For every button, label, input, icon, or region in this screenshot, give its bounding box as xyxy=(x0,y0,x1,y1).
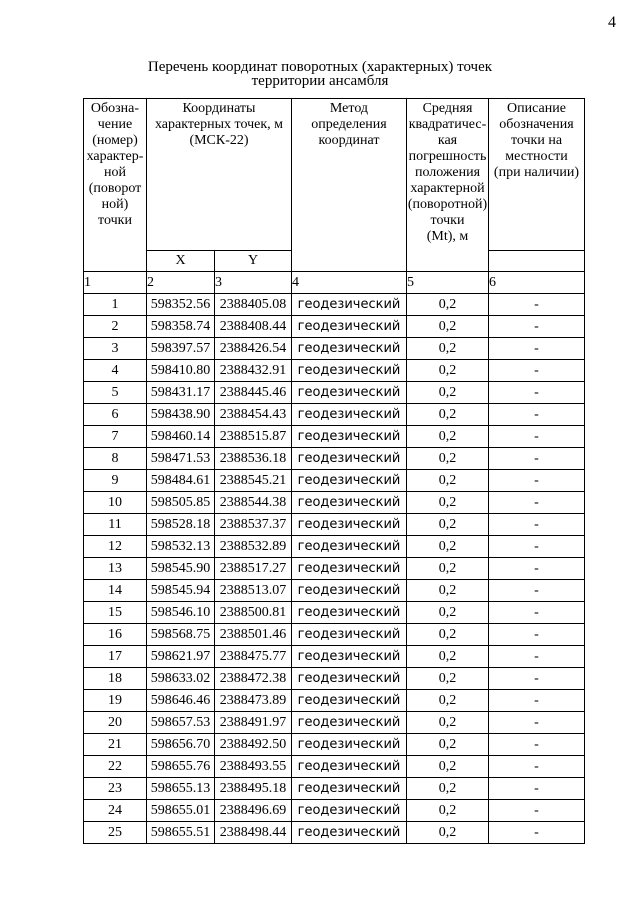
mean-error-cell: 0,2 xyxy=(407,624,489,646)
header-y: Y xyxy=(215,251,292,272)
x-coordinate-cell: 598568.75 xyxy=(147,624,215,646)
column-number: 6 xyxy=(489,272,585,294)
title-line-2: территории ансамбля xyxy=(251,73,389,89)
header-line: обозначения xyxy=(499,117,574,132)
y-coordinate-cell: 2388426.54 xyxy=(215,338,292,360)
description-cell: - xyxy=(489,580,585,602)
description-cell: - xyxy=(489,382,585,404)
mean-error-cell: 0,2 xyxy=(407,294,489,316)
coordinates-table xyxy=(83,98,585,844)
description-cell: - xyxy=(489,602,585,624)
table-row xyxy=(84,822,585,844)
point-number-cell: 9 xyxy=(84,470,147,492)
method-cell: геодезический xyxy=(292,580,407,602)
x-coordinate-cell: 598655.76 xyxy=(147,756,215,778)
description-cell: - xyxy=(489,316,585,338)
description-cell: - xyxy=(489,778,585,800)
y-coordinate-cell: 2388472.38 xyxy=(215,668,292,690)
point-number-cell: 7 xyxy=(84,426,147,448)
y-coordinate-cell: 2388493.55 xyxy=(215,756,292,778)
description-cell: - xyxy=(489,492,585,514)
mean-error-cell: 0,2 xyxy=(407,426,489,448)
method-cell: геодезический xyxy=(292,602,407,624)
description-cell: - xyxy=(489,558,585,580)
description-cell: - xyxy=(489,800,585,822)
mean-error-cell: 0,2 xyxy=(407,580,489,602)
header-coordinates xyxy=(147,99,292,251)
y-coordinate-cell: 2388445.46 xyxy=(215,382,292,404)
x-coordinate-cell: 598410.80 xyxy=(147,360,215,382)
x-coordinate-cell: 598633.02 xyxy=(147,668,215,690)
table-row xyxy=(84,404,585,426)
y-coordinate-cell: 2388537.37 xyxy=(215,514,292,536)
method-cell: геодезический xyxy=(292,294,407,316)
table-row xyxy=(84,712,585,734)
y-coordinate-cell: 2388513.07 xyxy=(215,580,292,602)
y-coordinate-cell: 2388515.87 xyxy=(215,426,292,448)
x-coordinate-cell: 598484.61 xyxy=(147,470,215,492)
x-coordinate-cell: 598656.70 xyxy=(147,734,215,756)
point-number-cell: 16 xyxy=(84,624,147,646)
header-line: квадратичес- xyxy=(408,117,487,132)
description-cell: - xyxy=(489,360,585,382)
method-cell: геодезический xyxy=(292,338,407,360)
x-coordinate-cell: 598646.46 xyxy=(147,690,215,712)
description-cell: - xyxy=(489,734,585,756)
table-row xyxy=(84,360,585,382)
point-number-cell: 8 xyxy=(84,448,147,470)
method-cell: геодезический xyxy=(292,756,407,778)
mean-error-cell: 0,2 xyxy=(407,712,489,734)
description-cell: - xyxy=(489,426,585,448)
y-coordinate-cell: 2388545.21 xyxy=(215,470,292,492)
mean-error-cell: 0,2 xyxy=(407,536,489,558)
y-coordinate-cell: 2388491.97 xyxy=(215,712,292,734)
header-line: (Mt), м xyxy=(426,229,469,244)
mean-error-cell: 0,2 xyxy=(407,316,489,338)
table-body xyxy=(84,294,585,844)
point-number-cell: 6 xyxy=(84,404,147,426)
y-coordinate-cell: 2388536.18 xyxy=(215,448,292,470)
title-line-1: Перечень координат поворотных (характерных) точек xyxy=(147,59,493,75)
description-cell: - xyxy=(489,514,585,536)
header-description-blank xyxy=(489,251,585,272)
document-title xyxy=(80,60,560,88)
point-number-cell: 24 xyxy=(84,800,147,822)
mean-error-cell: 0,2 xyxy=(407,822,489,844)
mean-error-cell: 0,2 xyxy=(407,668,489,690)
mean-error-cell: 0,2 xyxy=(407,558,489,580)
x-coordinate-cell: 598528.18 xyxy=(147,514,215,536)
x-coordinate-cell: 598397.57 xyxy=(147,338,215,360)
header-line: координат xyxy=(318,133,380,148)
description-cell: - xyxy=(489,690,585,712)
header-line: погрешность xyxy=(408,149,487,164)
y-coordinate-cell: 2388498.44 xyxy=(215,822,292,844)
header-line: ной xyxy=(104,165,126,180)
header-line: Средняя xyxy=(422,101,473,116)
y-coordinate-cell: 2388517.27 xyxy=(215,558,292,580)
table-row xyxy=(84,316,585,338)
table-row xyxy=(84,602,585,624)
table-row xyxy=(84,338,585,360)
table-row xyxy=(84,778,585,800)
page-number: 4 xyxy=(608,14,616,31)
method-cell: геодезический xyxy=(292,316,407,338)
y-coordinate-cell: 2388500.81 xyxy=(215,602,292,624)
description-cell: - xyxy=(489,448,585,470)
header-description xyxy=(489,99,585,251)
header-line: Метод xyxy=(329,101,369,116)
description-cell: - xyxy=(489,536,585,558)
header-line: (поворот xyxy=(88,181,142,196)
table-row xyxy=(84,558,585,580)
y-coordinate-cell: 2388495.18 xyxy=(215,778,292,800)
header-line: положения xyxy=(414,165,481,180)
point-number-cell: 21 xyxy=(84,734,147,756)
point-number-cell: 5 xyxy=(84,382,147,404)
column-number: 1 xyxy=(84,272,147,294)
description-cell: - xyxy=(489,646,585,668)
method-cell: геодезический xyxy=(292,426,407,448)
description-cell: - xyxy=(489,712,585,734)
y-coordinate-cell: 2388544.38 xyxy=(215,492,292,514)
table-row xyxy=(84,382,585,404)
method-cell: геодезический xyxy=(292,646,407,668)
table-row xyxy=(84,800,585,822)
method-cell: геодезический xyxy=(292,690,407,712)
mean-error-cell: 0,2 xyxy=(407,382,489,404)
point-number-cell: 10 xyxy=(84,492,147,514)
description-cell: - xyxy=(489,294,585,316)
header-line: характерной xyxy=(410,181,485,196)
x-coordinate-cell: 598655.01 xyxy=(147,800,215,822)
header-line: (при наличии) xyxy=(493,165,580,180)
description-cell: - xyxy=(489,668,585,690)
mean-error-cell: 0,2 xyxy=(407,338,489,360)
point-number-cell: 3 xyxy=(84,338,147,360)
table-row xyxy=(84,624,585,646)
column-number: 2 xyxy=(147,272,215,294)
x-coordinate-cell: 598460.14 xyxy=(147,426,215,448)
point-number-cell: 15 xyxy=(84,602,147,624)
method-cell: геодезический xyxy=(292,404,407,426)
mean-error-cell: 0,2 xyxy=(407,602,489,624)
column-number-row xyxy=(84,272,585,294)
table-row xyxy=(84,668,585,690)
header-line: Обозна- xyxy=(90,101,140,116)
header-line: ной) xyxy=(101,197,129,212)
header-x: X xyxy=(147,251,215,272)
mean-error-cell: 0,2 xyxy=(407,646,489,668)
table-row xyxy=(84,448,585,470)
description-cell: - xyxy=(489,338,585,360)
mean-error-cell: 0,2 xyxy=(407,800,489,822)
header-line: точки xyxy=(430,213,465,228)
y-coordinate-cell: 2388475.77 xyxy=(215,646,292,668)
x-coordinate-cell: 598545.90 xyxy=(147,558,215,580)
table-row xyxy=(84,734,585,756)
y-coordinate-cell: 2388501.46 xyxy=(215,624,292,646)
y-coordinate-cell: 2388405.08 xyxy=(215,294,292,316)
mean-error-cell: 0,2 xyxy=(407,470,489,492)
x-coordinate-cell: 598655.51 xyxy=(147,822,215,844)
x-coordinate-cell: 598657.53 xyxy=(147,712,215,734)
header-mean-error xyxy=(407,99,489,272)
method-cell: геодезический xyxy=(292,822,407,844)
table-row xyxy=(84,580,585,602)
point-number-cell: 13 xyxy=(84,558,147,580)
header-line: характер- xyxy=(86,149,144,164)
point-number-cell: 19 xyxy=(84,690,147,712)
header-line: точки xyxy=(98,213,132,228)
y-coordinate-cell: 2388432.91 xyxy=(215,360,292,382)
mean-error-cell: 0,2 xyxy=(407,734,489,756)
header-line: (номер) xyxy=(92,133,138,148)
header-line: (МСК-22) xyxy=(189,133,249,148)
method-cell: геодезический xyxy=(292,448,407,470)
point-number-cell: 25 xyxy=(84,822,147,844)
x-coordinate-cell: 598358.74 xyxy=(147,316,215,338)
header-line: определения xyxy=(311,117,387,132)
header-line: точки на xyxy=(510,133,563,148)
header-point-designation xyxy=(84,99,147,272)
method-cell: геодезический xyxy=(292,734,407,756)
method-cell: геодезический xyxy=(292,382,407,404)
table-row xyxy=(84,756,585,778)
header-line: чение xyxy=(97,117,133,132)
method-cell: геодезический xyxy=(292,778,407,800)
x-coordinate-cell: 598621.97 xyxy=(147,646,215,668)
method-cell: геодезический xyxy=(292,514,407,536)
description-cell: - xyxy=(489,756,585,778)
method-cell: геодезический xyxy=(292,800,407,822)
point-number-cell: 20 xyxy=(84,712,147,734)
method-cell: геодезический xyxy=(292,360,407,382)
y-coordinate-cell: 2388532.89 xyxy=(215,536,292,558)
column-number: 3 xyxy=(215,272,292,294)
y-coordinate-cell: 2388473.89 xyxy=(215,690,292,712)
description-cell: - xyxy=(489,470,585,492)
table-row xyxy=(84,514,585,536)
y-coordinate-cell: 2388454.43 xyxy=(215,404,292,426)
mean-error-cell: 0,2 xyxy=(407,360,489,382)
mean-error-cell: 0,2 xyxy=(407,492,489,514)
column-number: 4 xyxy=(292,272,407,294)
point-number-cell: 22 xyxy=(84,756,147,778)
method-cell: геодезический xyxy=(292,536,407,558)
y-coordinate-cell: 2388492.50 xyxy=(215,734,292,756)
header-line: Координаты xyxy=(182,101,256,116)
method-cell: геодезический xyxy=(292,470,407,492)
header-line: местности xyxy=(505,149,568,164)
x-coordinate-cell: 598471.53 xyxy=(147,448,215,470)
header-line: (поворотной) xyxy=(407,197,488,212)
header-method xyxy=(292,99,407,272)
description-cell: - xyxy=(489,822,585,844)
table-row xyxy=(84,690,585,712)
table-row xyxy=(84,470,585,492)
y-coordinate-cell: 2388408.44 xyxy=(215,316,292,338)
x-coordinate-cell: 598655.13 xyxy=(147,778,215,800)
x-coordinate-cell: 598546.10 xyxy=(147,602,215,624)
x-coordinate-cell: 598431.17 xyxy=(147,382,215,404)
mean-error-cell: 0,2 xyxy=(407,690,489,712)
point-number-cell: 4 xyxy=(84,360,147,382)
method-cell: геодезический xyxy=(292,712,407,734)
x-coordinate-cell: 598532.13 xyxy=(147,536,215,558)
point-number-cell: 17 xyxy=(84,646,147,668)
x-coordinate-cell: 598505.85 xyxy=(147,492,215,514)
description-cell: - xyxy=(489,624,585,646)
table-row xyxy=(84,646,585,668)
point-number-cell: 11 xyxy=(84,514,147,536)
column-number: 5 xyxy=(407,272,489,294)
header-line: Описание xyxy=(507,101,566,116)
header-line: кая xyxy=(437,133,458,148)
method-cell: геодезический xyxy=(292,668,407,690)
mean-error-cell: 0,2 xyxy=(407,404,489,426)
method-cell: геодезический xyxy=(292,624,407,646)
point-number-cell: 14 xyxy=(84,580,147,602)
y-coordinate-cell: 2388496.69 xyxy=(215,800,292,822)
table-row xyxy=(84,426,585,448)
mean-error-cell: 0,2 xyxy=(407,514,489,536)
point-number-cell: 12 xyxy=(84,536,147,558)
table-row xyxy=(84,294,585,316)
mean-error-cell: 0,2 xyxy=(407,778,489,800)
point-number-cell: 18 xyxy=(84,668,147,690)
point-number-cell: 1 xyxy=(84,294,147,316)
x-coordinate-cell: 598438.90 xyxy=(147,404,215,426)
point-number-cell: 23 xyxy=(84,778,147,800)
method-cell: геодезический xyxy=(292,492,407,514)
point-number-cell: 2 xyxy=(84,316,147,338)
mean-error-cell: 0,2 xyxy=(407,448,489,470)
table-row xyxy=(84,536,585,558)
description-cell: - xyxy=(489,404,585,426)
method-cell: геодезический xyxy=(292,558,407,580)
mean-error-cell: 0,2 xyxy=(407,756,489,778)
table-row xyxy=(84,492,585,514)
x-coordinate-cell: 598545.94 xyxy=(147,580,215,602)
x-coordinate-cell: 598352.56 xyxy=(147,294,215,316)
header-line: характерных точек, м xyxy=(154,117,284,132)
